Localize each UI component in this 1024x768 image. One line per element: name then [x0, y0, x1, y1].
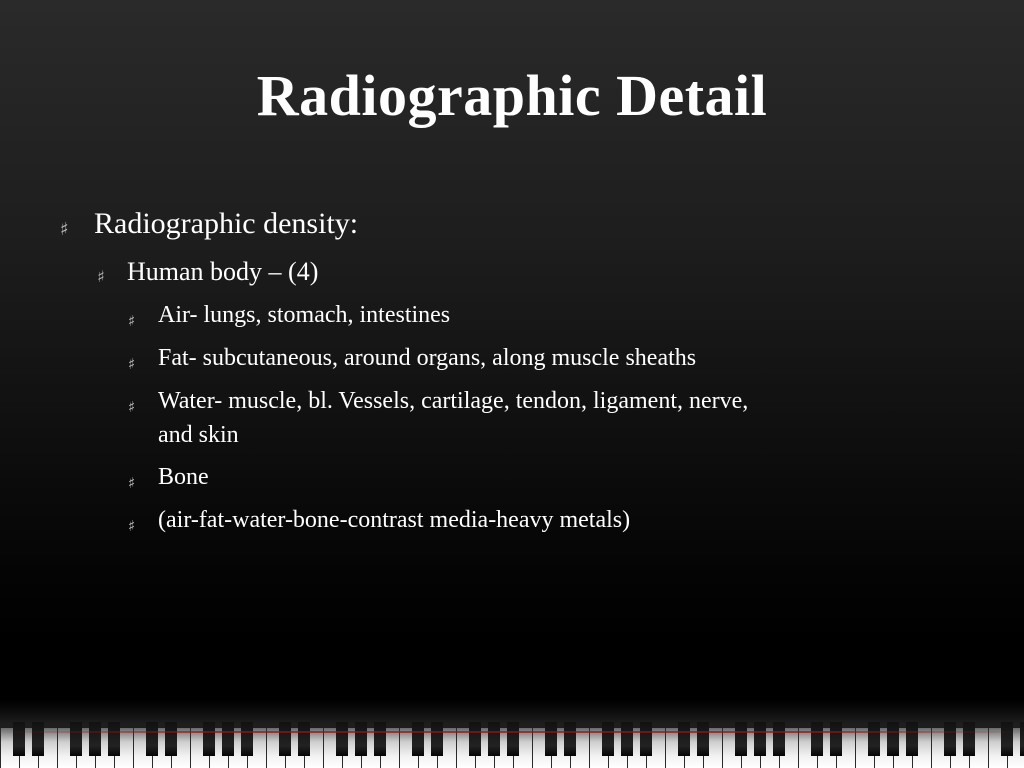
piano-black-key — [203, 722, 215, 756]
bullet-text: and skin — [158, 422, 239, 448]
piano-black-key — [336, 722, 348, 756]
bullet-text: Human body – (4) — [127, 257, 319, 286]
white-keys — [0, 728, 1024, 768]
bullet-item-continuation — [158, 418, 239, 452]
sharp-bullet-icon: ♯ — [128, 312, 136, 330]
piano-black-key — [545, 722, 557, 756]
piano-black-key — [944, 722, 956, 756]
slide-title: Radiographic Detail — [256, 63, 768, 128]
piano-black-key — [621, 722, 633, 756]
sharp-bullet-icon: ♯ — [128, 398, 136, 416]
piano-black-key — [830, 722, 842, 756]
sharp-bullet-icon: ♯ — [128, 355, 136, 373]
piano-black-key — [868, 722, 880, 756]
bullet-item-level3 — [128, 341, 697, 375]
piano-black-key — [602, 722, 614, 756]
bullet-text: Bone — [158, 464, 209, 490]
piano-black-key — [678, 722, 690, 756]
piano-black-key — [640, 722, 652, 756]
piano-black-key — [89, 722, 101, 756]
piano-black-key — [165, 722, 177, 756]
bullet-text: (air-fat-water-bone-contrast media-heavy metals) — [158, 507, 631, 533]
piano-black-key — [963, 722, 975, 756]
piano-black-key — [355, 722, 367, 756]
piano-black-key — [773, 722, 785, 756]
bullet-item-level3 — [128, 503, 631, 537]
bullet-text: Radiographic density: — [94, 207, 359, 240]
piano-black-key — [1001, 722, 1013, 756]
piano-black-key — [241, 722, 253, 756]
piano-black-key — [70, 722, 82, 756]
bullet-item-level1 — [60, 206, 359, 242]
red-accent-line — [0, 731, 1024, 733]
piano-black-key — [1020, 722, 1024, 756]
bullet-text: Water- muscle, bl. Vessels, cartilage, tendon, ligament, nerve, — [158, 388, 749, 414]
piano-black-key — [431, 722, 443, 756]
piano-black-key — [697, 722, 709, 756]
bullet-item-level3 — [128, 460, 209, 494]
bullet-text: Air- lungs, stomach, intestines — [158, 302, 451, 328]
piano-black-key — [564, 722, 576, 756]
piano-black-key — [32, 722, 44, 756]
piano-black-key — [488, 722, 500, 756]
piano-black-key — [469, 722, 481, 756]
piano-black-key — [279, 722, 291, 756]
piano-black-key — [507, 722, 519, 756]
piano-black-key — [108, 722, 120, 756]
piano-black-key — [754, 722, 766, 756]
piano-black-key — [13, 722, 25, 756]
sharp-bullet-icon: ♯ — [60, 219, 69, 240]
sharp-bullet-icon: ♯ — [128, 474, 136, 492]
piano-black-key — [735, 722, 747, 756]
piano-black-key — [811, 722, 823, 756]
bullet-item-level2 — [97, 256, 319, 288]
piano-black-key — [222, 722, 234, 756]
piano-keys-decoration — [0, 700, 1024, 768]
bullet-item-level3 — [128, 298, 451, 332]
piano-black-key — [298, 722, 310, 756]
sharp-bullet-icon: ♯ — [97, 267, 105, 286]
piano-black-key — [906, 722, 918, 756]
piano-black-key — [374, 722, 386, 756]
sharp-bullet-icon: ♯ — [128, 517, 136, 535]
piano-black-key — [412, 722, 424, 756]
piano-black-key — [146, 722, 158, 756]
piano-black-key — [887, 722, 899, 756]
bullet-item-level3 — [128, 384, 749, 418]
bullet-text: Fat- subcutaneous, around organs, along muscle sheaths — [158, 345, 697, 371]
